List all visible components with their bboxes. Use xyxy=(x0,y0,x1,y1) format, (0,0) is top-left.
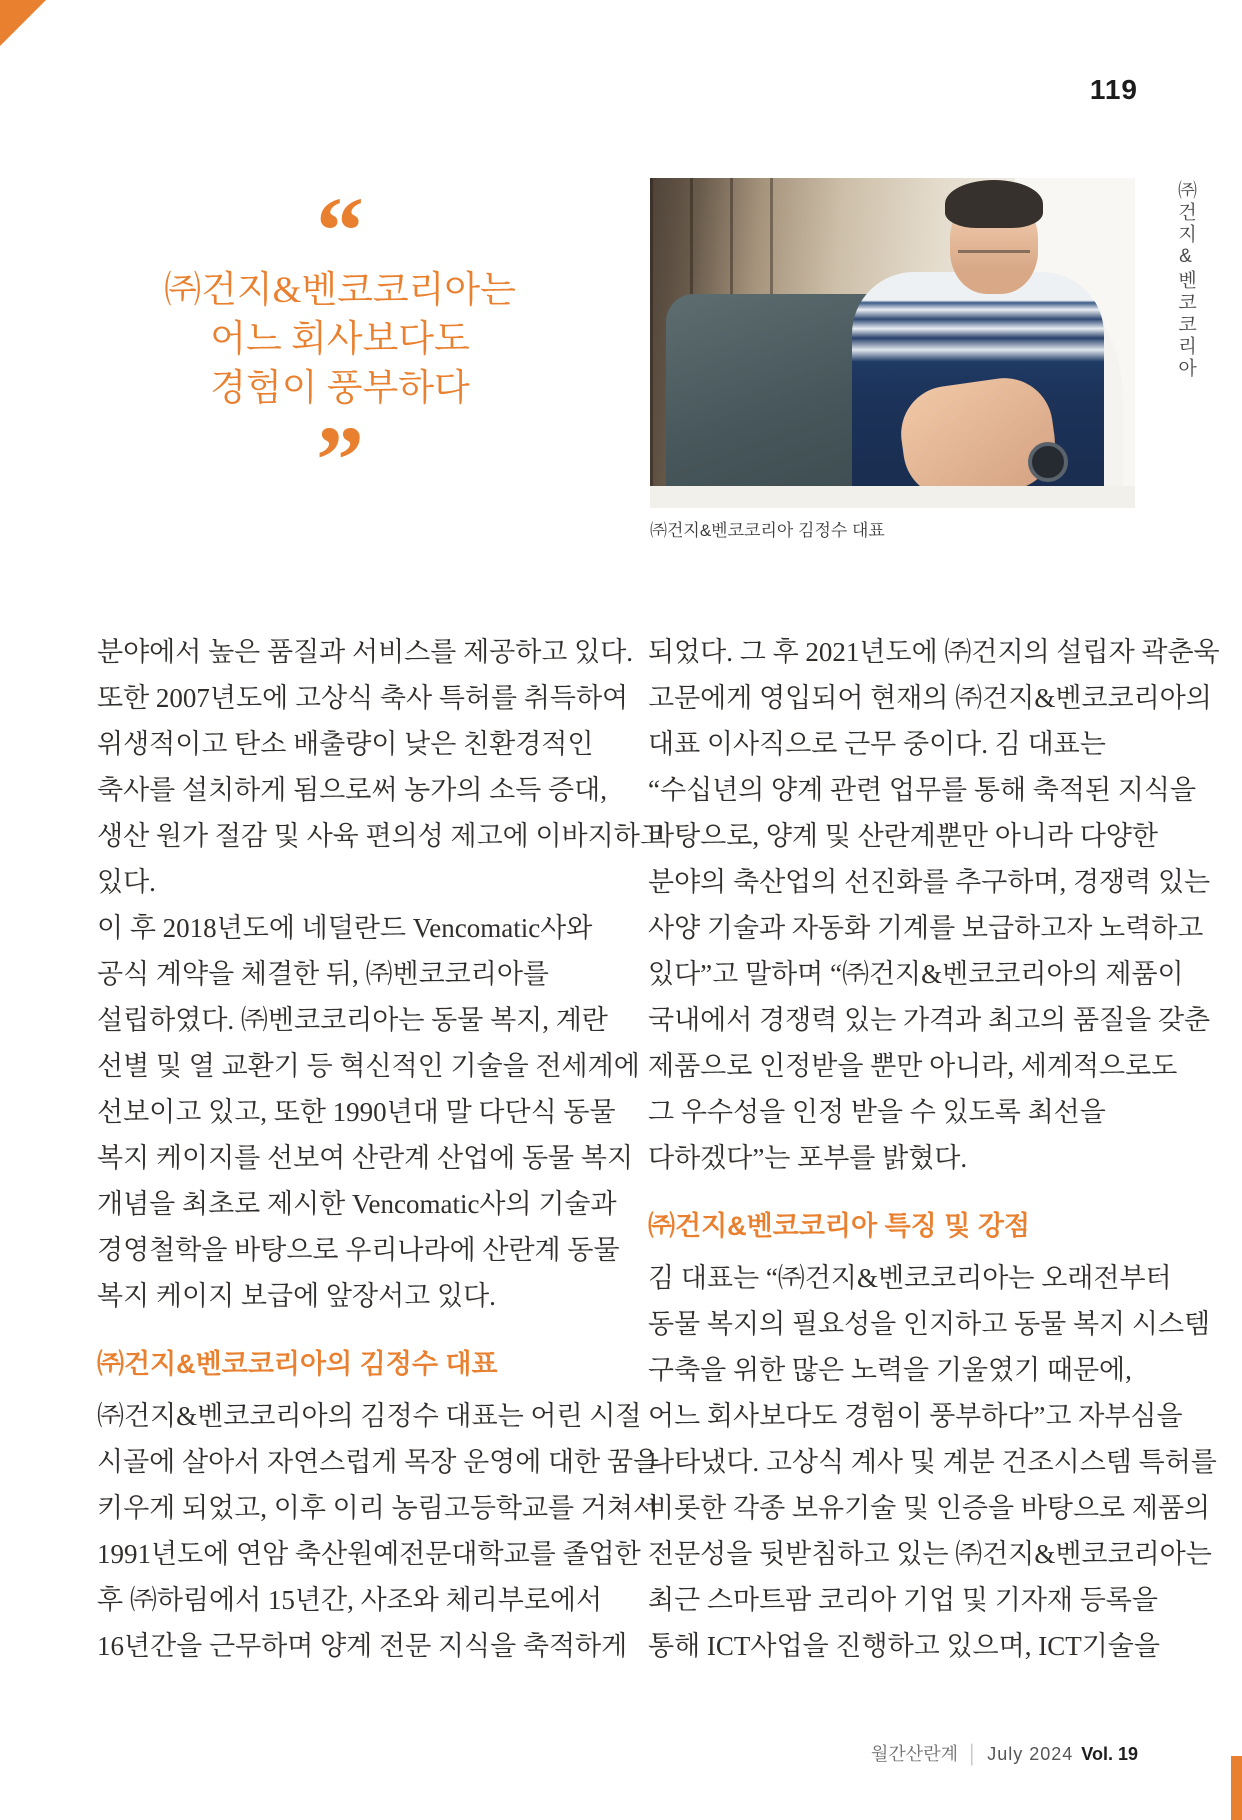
issue-date: July 2024 xyxy=(987,1744,1074,1764)
body-line: 어느 회사보다도 경험이 풍부하다”고 자부심을 xyxy=(648,1401,1183,1431)
body-line: 경영철학을 바탕으로 우리나라에 산란계 동물 xyxy=(97,1235,620,1265)
body-line: 16년간을 근무하며 양계 전문 지식을 축적하게 xyxy=(97,1631,628,1661)
volume-number: Vol. 19 xyxy=(1081,1744,1138,1764)
body-line: “수십년의 양계 관련 업무를 통해 축적된 지식을 xyxy=(648,775,1197,805)
body-line: 비롯한 각종 보유기술 및 인증을 바탕으로 제품의 xyxy=(648,1493,1211,1523)
photo-table-edge xyxy=(650,486,1135,508)
right-column xyxy=(648,629,1220,1669)
body-line: 그 우수성을 인정 받을 수 있도록 최선을 xyxy=(648,1097,1106,1127)
body-line: ㈜건지&벤코코리아의 김정수 대표는 어린 시절 xyxy=(97,1401,642,1431)
body-line: 또한 2007년도에 고상식 축사 특허를 취득하여 xyxy=(97,683,629,713)
body-line: 키우게 되었고, 이후 이리 농림고등학교를 거쳐서 xyxy=(97,1493,660,1523)
body-line: 있다”고 말하며 “㈜건지&벤코코리아의 제품이 xyxy=(648,959,1184,989)
body-line: 통해 ICT사업을 진행하고 있으며, ICT기술을 xyxy=(648,1631,1160,1661)
page-corner-accent-bottom-right xyxy=(1231,1756,1242,1820)
body-line: 동물 복지의 필요성을 인지하고 동물 복지 시스템 xyxy=(648,1309,1211,1339)
section-heading-ceo: ㈜건지&벤코코리아의 김정수 대표 xyxy=(97,1349,498,1379)
body-line: 나타냈다. 고상식 계사 및 계분 건조시스템 특허를 xyxy=(648,1447,1217,1477)
body-line: 생산 원가 절감 및 사육 편의성 제고에 이바지하고 xyxy=(97,821,666,851)
photo-caption: ㈜건지&벤코코리아 김정수 대표 xyxy=(650,521,885,540)
body-line: 제품으로 인정받을 뿐만 아니라, 세계적으로도 xyxy=(648,1051,1178,1081)
body-line: 김 대표는 “㈜건지&벤코코리아는 오래전부터 xyxy=(648,1263,1172,1293)
body-line: 사양 기술과 자동화 기계를 보급하고자 노력하고 xyxy=(648,913,1204,943)
body-line: 공식 계약을 체결한 뒤, ㈜벤코코리아를 xyxy=(97,959,549,989)
body-line: 전문성을 뒷받침하고 있는 ㈜건지&벤코코리아는 xyxy=(648,1539,1212,1569)
body-line: 대표 이사직으로 근무 중이다. 김 대표는 xyxy=(648,729,1106,759)
body-line: 다하겠다”는 포부를 밝혔다. xyxy=(648,1143,968,1173)
body-line: 있다. xyxy=(97,867,156,897)
vertical-company-label: ㈜건지&벤코코리아 xyxy=(1175,180,1196,380)
body-line: 분야에서 높은 품질과 서비스를 제공하고 있다. xyxy=(97,637,634,667)
body-line: 1991년도에 연암 축산원예전문대학교를 졸업한 xyxy=(97,1539,641,1569)
pull-quote xyxy=(140,177,540,513)
page-number: 119 xyxy=(1089,74,1138,105)
close-quote-icon: ” xyxy=(316,406,364,513)
pull-quote-line: 어느 회사보다도 xyxy=(210,319,470,360)
footer-divider: │ xyxy=(966,1744,979,1764)
body-line: 바탕으로, 양계 및 산란계뿐만 아니라 다양한 xyxy=(648,821,1158,851)
body-line: 축사를 설치하게 됨으로써 농가의 소득 증대, xyxy=(97,775,607,805)
left-column xyxy=(97,629,666,1669)
open-quote-icon: “ xyxy=(316,177,364,284)
page-corner-accent-top-left xyxy=(0,0,46,46)
photo-person-glasses xyxy=(958,236,1030,253)
body-line: 이 후 2018년도에 네덜란드 Vencomatic사와 xyxy=(97,913,593,943)
body-line: 되었다. 그 후 2021년도에 ㈜건지의 설립자 곽춘욱 xyxy=(648,637,1220,667)
body-line: 시골에 살아서 자연스럽게 목장 운영에 대한 꿈을 xyxy=(97,1447,660,1477)
pull-quote-line: 경험이 풍부하다 xyxy=(210,368,470,409)
photo-wristwatch xyxy=(1028,442,1068,482)
body-line: 구축을 위한 많은 노력을 기울였기 때문에, xyxy=(648,1355,1132,1385)
body-line: 분야의 축산업의 선진화를 추구하며, 경쟁력 있는 xyxy=(648,867,1211,897)
pull-quote-line: ㈜건지&벤코코리아는 xyxy=(164,270,516,311)
body-line: 국내에서 경쟁력 있는 가격과 최고의 품질을 갖춘 xyxy=(648,1005,1211,1035)
body-line: 개념을 최초로 제시한 Vencomatic사의 기술과 xyxy=(97,1189,617,1219)
body-line: 선별 및 열 교환기 등 혁신적인 기술을 전세계에 xyxy=(97,1051,640,1081)
body-line: 위생적이고 탄소 배출량이 낮은 친환경적인 xyxy=(97,729,594,759)
body-line: 복지 케이지 보급에 앞장서고 있다. xyxy=(97,1281,496,1311)
section-heading-strengths: ㈜건지&벤코코리아 특징 및 강점 xyxy=(648,1211,1030,1241)
body-line: 고문에게 영입되어 현재의 ㈜건지&벤코코리아의 xyxy=(648,683,1212,713)
body-line: 최근 스마트팜 코리아 기업 및 기자재 등록을 xyxy=(648,1585,1158,1615)
body-line: 후 ㈜하림에서 15년간, 사조와 체리부로에서 xyxy=(97,1585,603,1615)
photo-person-hair xyxy=(945,180,1043,228)
body-line: 선보이고 있고, 또한 1990년대 말 다단식 동물 xyxy=(97,1097,616,1127)
interview-photo xyxy=(650,178,1135,508)
body-line: 복지 케이지를 선보여 산란계 산업에 동물 복지 xyxy=(97,1143,634,1173)
body-line: 설립하였다. ㈜벤코코리아는 동물 복지, 계란 xyxy=(97,1005,608,1035)
magazine-name: 월간산란계 xyxy=(871,1744,958,1764)
page-footer xyxy=(618,1740,1138,1766)
